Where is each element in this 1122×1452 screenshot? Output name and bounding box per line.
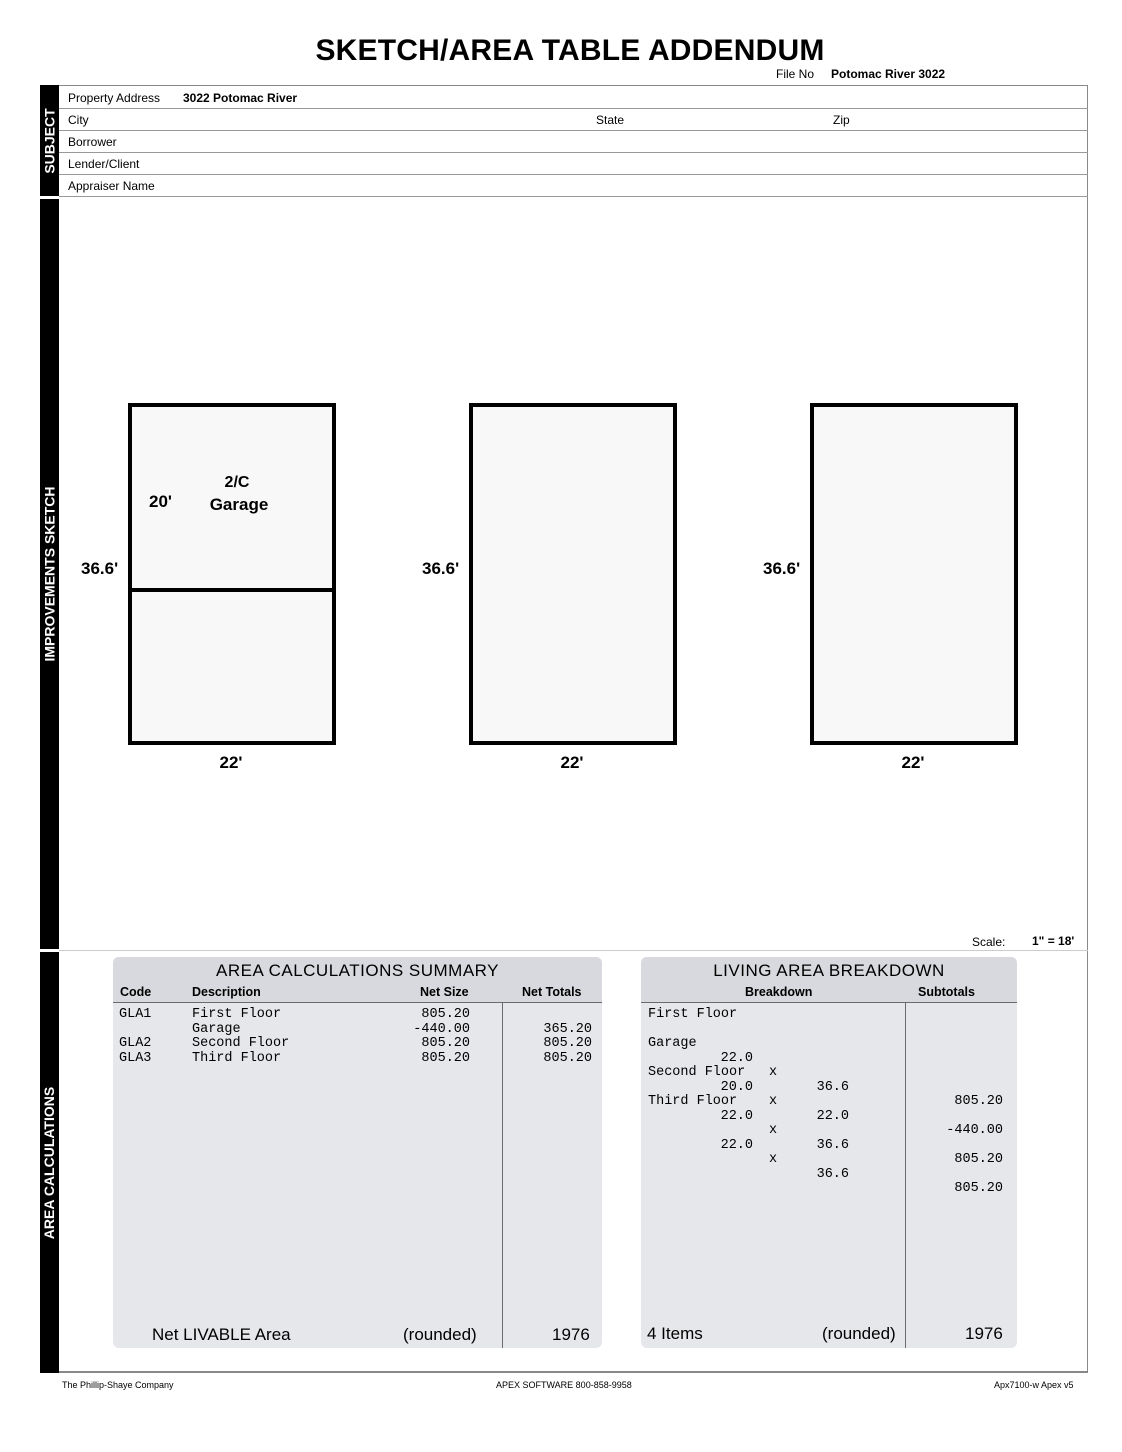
property-address-label: Property Address bbox=[68, 91, 161, 105]
divider bbox=[59, 174, 1088, 175]
code-cell: GLA3 bbox=[119, 1050, 152, 1066]
breakdown-label: Second Floor bbox=[648, 1065, 746, 1080]
appraiser-name-label: Appraiser Name bbox=[68, 179, 155, 193]
section-label-subject: SUBJECT bbox=[41, 107, 58, 174]
room-label: Garage bbox=[209, 495, 269, 514]
state-label: State bbox=[596, 113, 625, 127]
dimension-cell: 36.6 bbox=[816, 1079, 849, 1095]
property-address-value: 3022 Potomac River bbox=[183, 91, 298, 105]
net-total-cell: 365.20 bbox=[543, 1021, 592, 1037]
dimension-cell: 22.0 bbox=[816, 1108, 849, 1124]
area-calculations-summary bbox=[113, 957, 602, 1348]
description-cell: First Floor bbox=[192, 1007, 282, 1022]
times-cell: x bbox=[769, 1094, 778, 1109]
zip-label: Zip bbox=[833, 113, 850, 127]
breakdown-label: Third Floor bbox=[648, 1094, 738, 1109]
col-net-totals: Net Totals bbox=[522, 985, 582, 999]
divider bbox=[59, 950, 1088, 951]
description-cell: Garage bbox=[192, 1021, 241, 1037]
second-floor-plan bbox=[471, 405, 675, 743]
net-total-cell: 805.20 bbox=[543, 1050, 592, 1066]
dimension-cell: 22.0 bbox=[720, 1108, 753, 1124]
dimension-cell: 36.6 bbox=[816, 1137, 849, 1153]
section-label-improvements: IMPROVEMENTS SKETCH bbox=[41, 486, 58, 662]
dimension-label: 20' bbox=[149, 492, 172, 511]
divider bbox=[59, 1371, 1088, 1372]
scale-label: Scale: bbox=[972, 935, 1006, 949]
dimension-cell: 36.6 bbox=[816, 1166, 849, 1182]
dimension-label: 36.6' bbox=[422, 559, 460, 578]
col-breakdown: Breakdown bbox=[745, 985, 813, 999]
dimension-cell: 22.0 bbox=[720, 1137, 753, 1153]
dimension-label: 22' bbox=[901, 753, 925, 772]
footer-form-id: Apx7100-w Apex v5 bbox=[994, 1380, 1074, 1390]
third-floor-plan bbox=[812, 405, 1016, 743]
net-size-cell: 805.20 bbox=[421, 1050, 470, 1066]
dimension-label: 36.6' bbox=[81, 559, 119, 578]
items-count: 4 Items bbox=[647, 1324, 703, 1343]
page-title: SKETCH/AREA TABLE ADDENDUM bbox=[315, 34, 825, 67]
dimension-label: 22' bbox=[560, 753, 584, 772]
first-floor-plan bbox=[130, 405, 334, 743]
summary-title: AREA CALCULATIONS SUMMARY bbox=[216, 961, 499, 980]
divider bbox=[641, 1002, 1017, 1003]
times-cell: x bbox=[769, 1152, 778, 1167]
code-cell: GLA1 bbox=[119, 1007, 152, 1022]
table-row bbox=[119, 1050, 592, 1139]
col-net-size: Net Size bbox=[420, 985, 469, 999]
subtotal-cell: 805.20 bbox=[954, 1094, 1003, 1109]
subtotal-cell: 805.20 bbox=[954, 1181, 1003, 1196]
dimension-cell: 22.0 bbox=[720, 1050, 753, 1066]
breakdown-total: 1976 bbox=[965, 1324, 1003, 1343]
description-cell: Second Floor bbox=[192, 1036, 290, 1051]
subtotal-cell: -440.00 bbox=[946, 1123, 1003, 1138]
dimension-label: 36.6' bbox=[763, 559, 801, 578]
times-cell: x bbox=[769, 1065, 778, 1080]
col-code: Code bbox=[120, 985, 152, 999]
divider bbox=[113, 1002, 602, 1003]
city-label: City bbox=[68, 113, 89, 127]
rounded-label: (rounded) bbox=[822, 1324, 896, 1343]
col-description: Description bbox=[192, 985, 261, 999]
borrower-label: Borrower bbox=[68, 135, 117, 149]
rounded-label: (rounded) bbox=[403, 1325, 477, 1344]
footer-company: The Phillip-Shaye Company bbox=[62, 1380, 174, 1390]
room-label: 2/C bbox=[224, 474, 250, 491]
lender-client-label: Lender/Client bbox=[68, 157, 140, 171]
footer-software: APEX SOFTWARE 800-858-9958 bbox=[496, 1380, 632, 1390]
file-no-label: File No bbox=[776, 67, 815, 81]
subtotal-cell: 805.20 bbox=[954, 1152, 1003, 1167]
code-cell: GLA2 bbox=[119, 1036, 152, 1051]
breakdown-label: Garage bbox=[648, 1036, 697, 1051]
times-cell: x bbox=[769, 1123, 778, 1138]
breakdown-title: LIVING AREA BREAKDOWN bbox=[713, 961, 945, 980]
divider bbox=[59, 152, 1088, 153]
net-total-cell: 805.20 bbox=[543, 1036, 592, 1051]
breakdown-label: First Floor bbox=[648, 1007, 738, 1022]
divider bbox=[59, 108, 1088, 109]
col-subtotals: Subtotals bbox=[918, 985, 975, 999]
improvements-sketch bbox=[59, 197, 1087, 949]
divider bbox=[59, 130, 1088, 131]
dimension-cell: 20.0 bbox=[720, 1079, 753, 1095]
dimension-label: 22' bbox=[219, 753, 243, 772]
net-livable-area-label: Net LIVABLE Area bbox=[152, 1325, 291, 1344]
scale-value: 1" = 18' bbox=[1032, 934, 1075, 948]
file-no-value: Potomac River 3022 bbox=[831, 67, 946, 81]
living-area-breakdown bbox=[641, 957, 1017, 1348]
description-cell: Third Floor bbox=[192, 1050, 282, 1066]
section-label-area-calculations: AREA CALCULATIONS bbox=[41, 1086, 58, 1239]
net-livable-area-total: 1976 bbox=[552, 1325, 590, 1344]
net-size-cell: 805.20 bbox=[421, 1007, 470, 1022]
net-size-cell: -440.00 bbox=[413, 1021, 470, 1037]
net-size-cell: 805.20 bbox=[421, 1036, 470, 1051]
